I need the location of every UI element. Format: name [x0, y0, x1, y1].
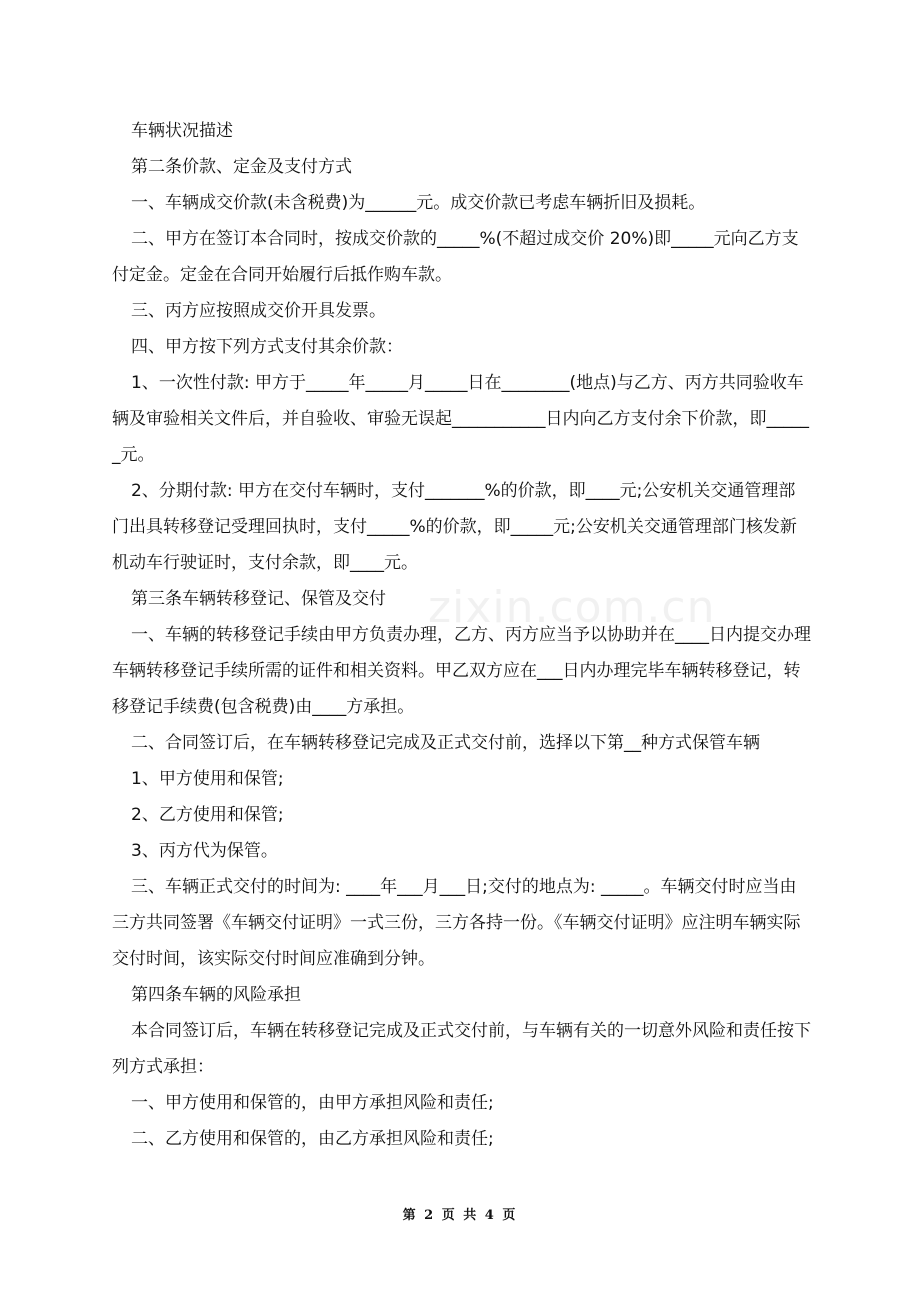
paragraph-risk-party-b: 二、乙方使用和保管的，由乙方承担风险和责任;	[131, 1129, 494, 1149]
paragraph-invoice: 三、丙方应按照成交价开具发票。	[131, 301, 386, 321]
paragraph-risk-party-a: 一、甲方使用和保管的，由甲方承担风险和责任;	[131, 1093, 494, 1113]
paragraph-deposit: 二、甲方在签订本合同时，按成交价款的_____%(不超过成交价 20%)即_____元向乙方支付定金。定金在合同开始履行后抵作购车款。	[112, 229, 799, 285]
heading-article-3: 第三条车辆转移登记、保管及交付	[131, 589, 386, 609]
paragraph-vehicle-condition: 车辆状况描述	[131, 121, 233, 141]
paragraph-installments: 2、分期付款: 甲方在交付车辆时，支付_______%的价款，即____元;公安机关交通管理部门出具转移登记受理回执时，支付_____%的价款，即_____元;公安机关交通管理部门核发新机动车行驶证时，支付余款，即____元。	[112, 481, 797, 573]
paragraph-custody-option-1: 1、甲方使用和保管;	[131, 769, 284, 789]
paragraph-transfer-registration: 一、车辆的转移登记手续由甲方负责办理，乙方、丙方应当予以协助并在____日内提交办理车辆转移登记手续所需的证件和相关资料。甲乙双方应在___日内办理完毕车辆转移登记，转移登记手续费(包含税费)由____方承担。	[112, 625, 811, 717]
paragraph-price: 一、车辆成交价款(未含税费)为______元。成交价款已考虑车辆折旧及损耗。	[131, 193, 706, 213]
watermark: zixin.com.cn	[428, 582, 716, 633]
paragraph-risk: 本合同签订后，车辆在转移登记完成及正式交付前，与车辆有关的一切意外风险和责任按下列方式承担：	[112, 1021, 811, 1077]
paragraph-custody-option-3: 3、丙方代为保管。	[131, 841, 278, 861]
paragraph-lump-sum: 1、一次性付款: 甲方于_____年_____月_____日在________(地点)与乙方、丙方共同验收车辆及审验相关文件后，并自验收、审验无误起___________日内向乙方支付余下价款，即______元。	[112, 373, 809, 465]
heading-article-4: 第四条车辆的风险承担	[131, 985, 301, 1005]
paragraph-custody-option-2: 2、乙方使用和保管;	[131, 805, 284, 825]
paragraph-payment-methods: 四、甲方按下列方式支付其余价款：	[131, 337, 403, 357]
paragraph-custody-choice: 二、合同签订后，在车辆转移登记完成及正式交付前，选择以下第__种方式保管车辆	[131, 733, 760, 753]
heading-article-2: 第二条价款、定金及支付方式	[131, 157, 352, 177]
paragraph-delivery: 三、车辆正式交付的时间为: ____年___月___日;交付的地点为: _____。车辆交付时应当由三方共同签署《车辆交付证明》一式三份，三方各持一份。《车辆交付证明》应注明车辆实际交付时间，该实际交付时间应准确到分钟。	[112, 877, 801, 969]
page-number-footer: 第 2 页 共 4 页	[402, 1208, 518, 1223]
document-body	[112, 113, 812, 1157]
